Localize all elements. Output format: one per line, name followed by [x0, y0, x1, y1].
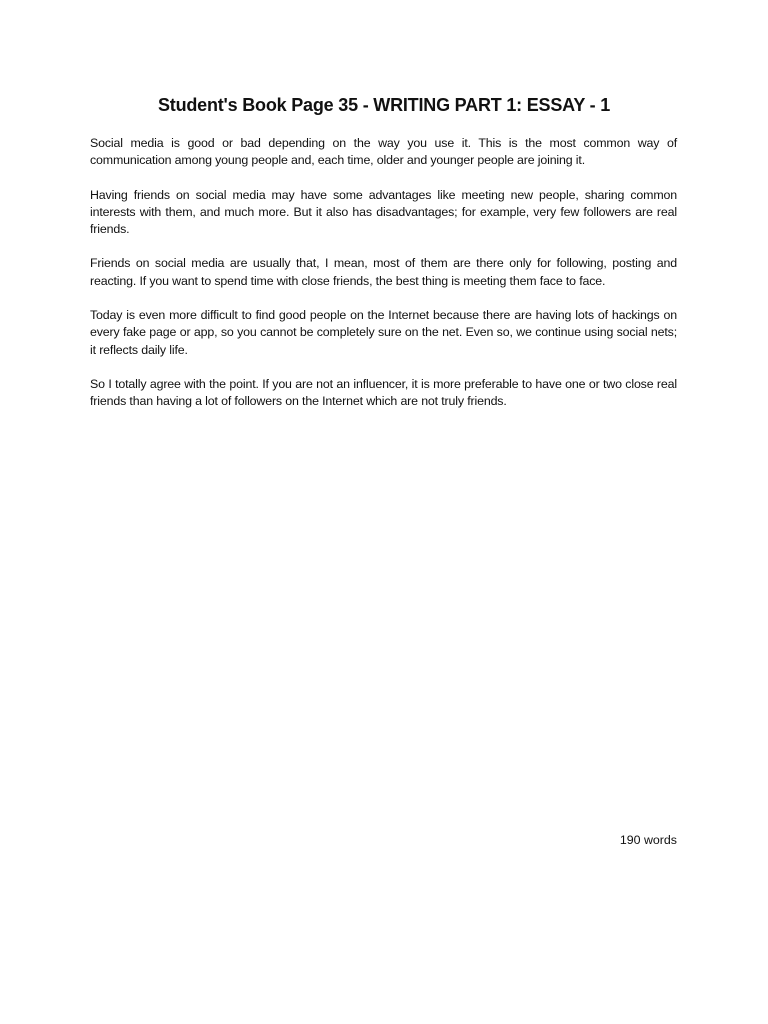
essay-paragraph: Having friends on social media may have some advantages like meeting new people, sharing common interests with them, and much more. But it also has disadvantages; for example, very few followers are real friends. — [90, 187, 677, 237]
essay-paragraph: So I totally agree with the point. If you are not an influencer, it is more preferable to have one or two close real friends than having a lot of followers on the Internet which are not truly friends. — [90, 376, 677, 409]
essay-paragraph: Today is even more difficult to find good people on the Internet because there are having lots of hackings on every fake page or app, so you cannot be completely sure on the net. Even so, we continue using social nets; it reflects daily life. — [90, 308, 677, 357]
word-count: 190 words — [619, 833, 677, 847]
essay-paragraph: Friends on social media are usually that, I mean, most of them are there only for following, posting and reacting. If you want to spend time with close friends, the best thing is meeting them face to face. — [90, 256, 677, 288]
essay-body — [90, 135, 677, 428]
document-title: Student's Book Page 35 - WRITING PART 1: ESSAY - 1 — [157, 95, 611, 115]
essay-paragraph: Social media is good or bad depending on the way you use it. This is the most common way of communication among young people and, each time, older and younger people are joining it. — [90, 136, 677, 168]
